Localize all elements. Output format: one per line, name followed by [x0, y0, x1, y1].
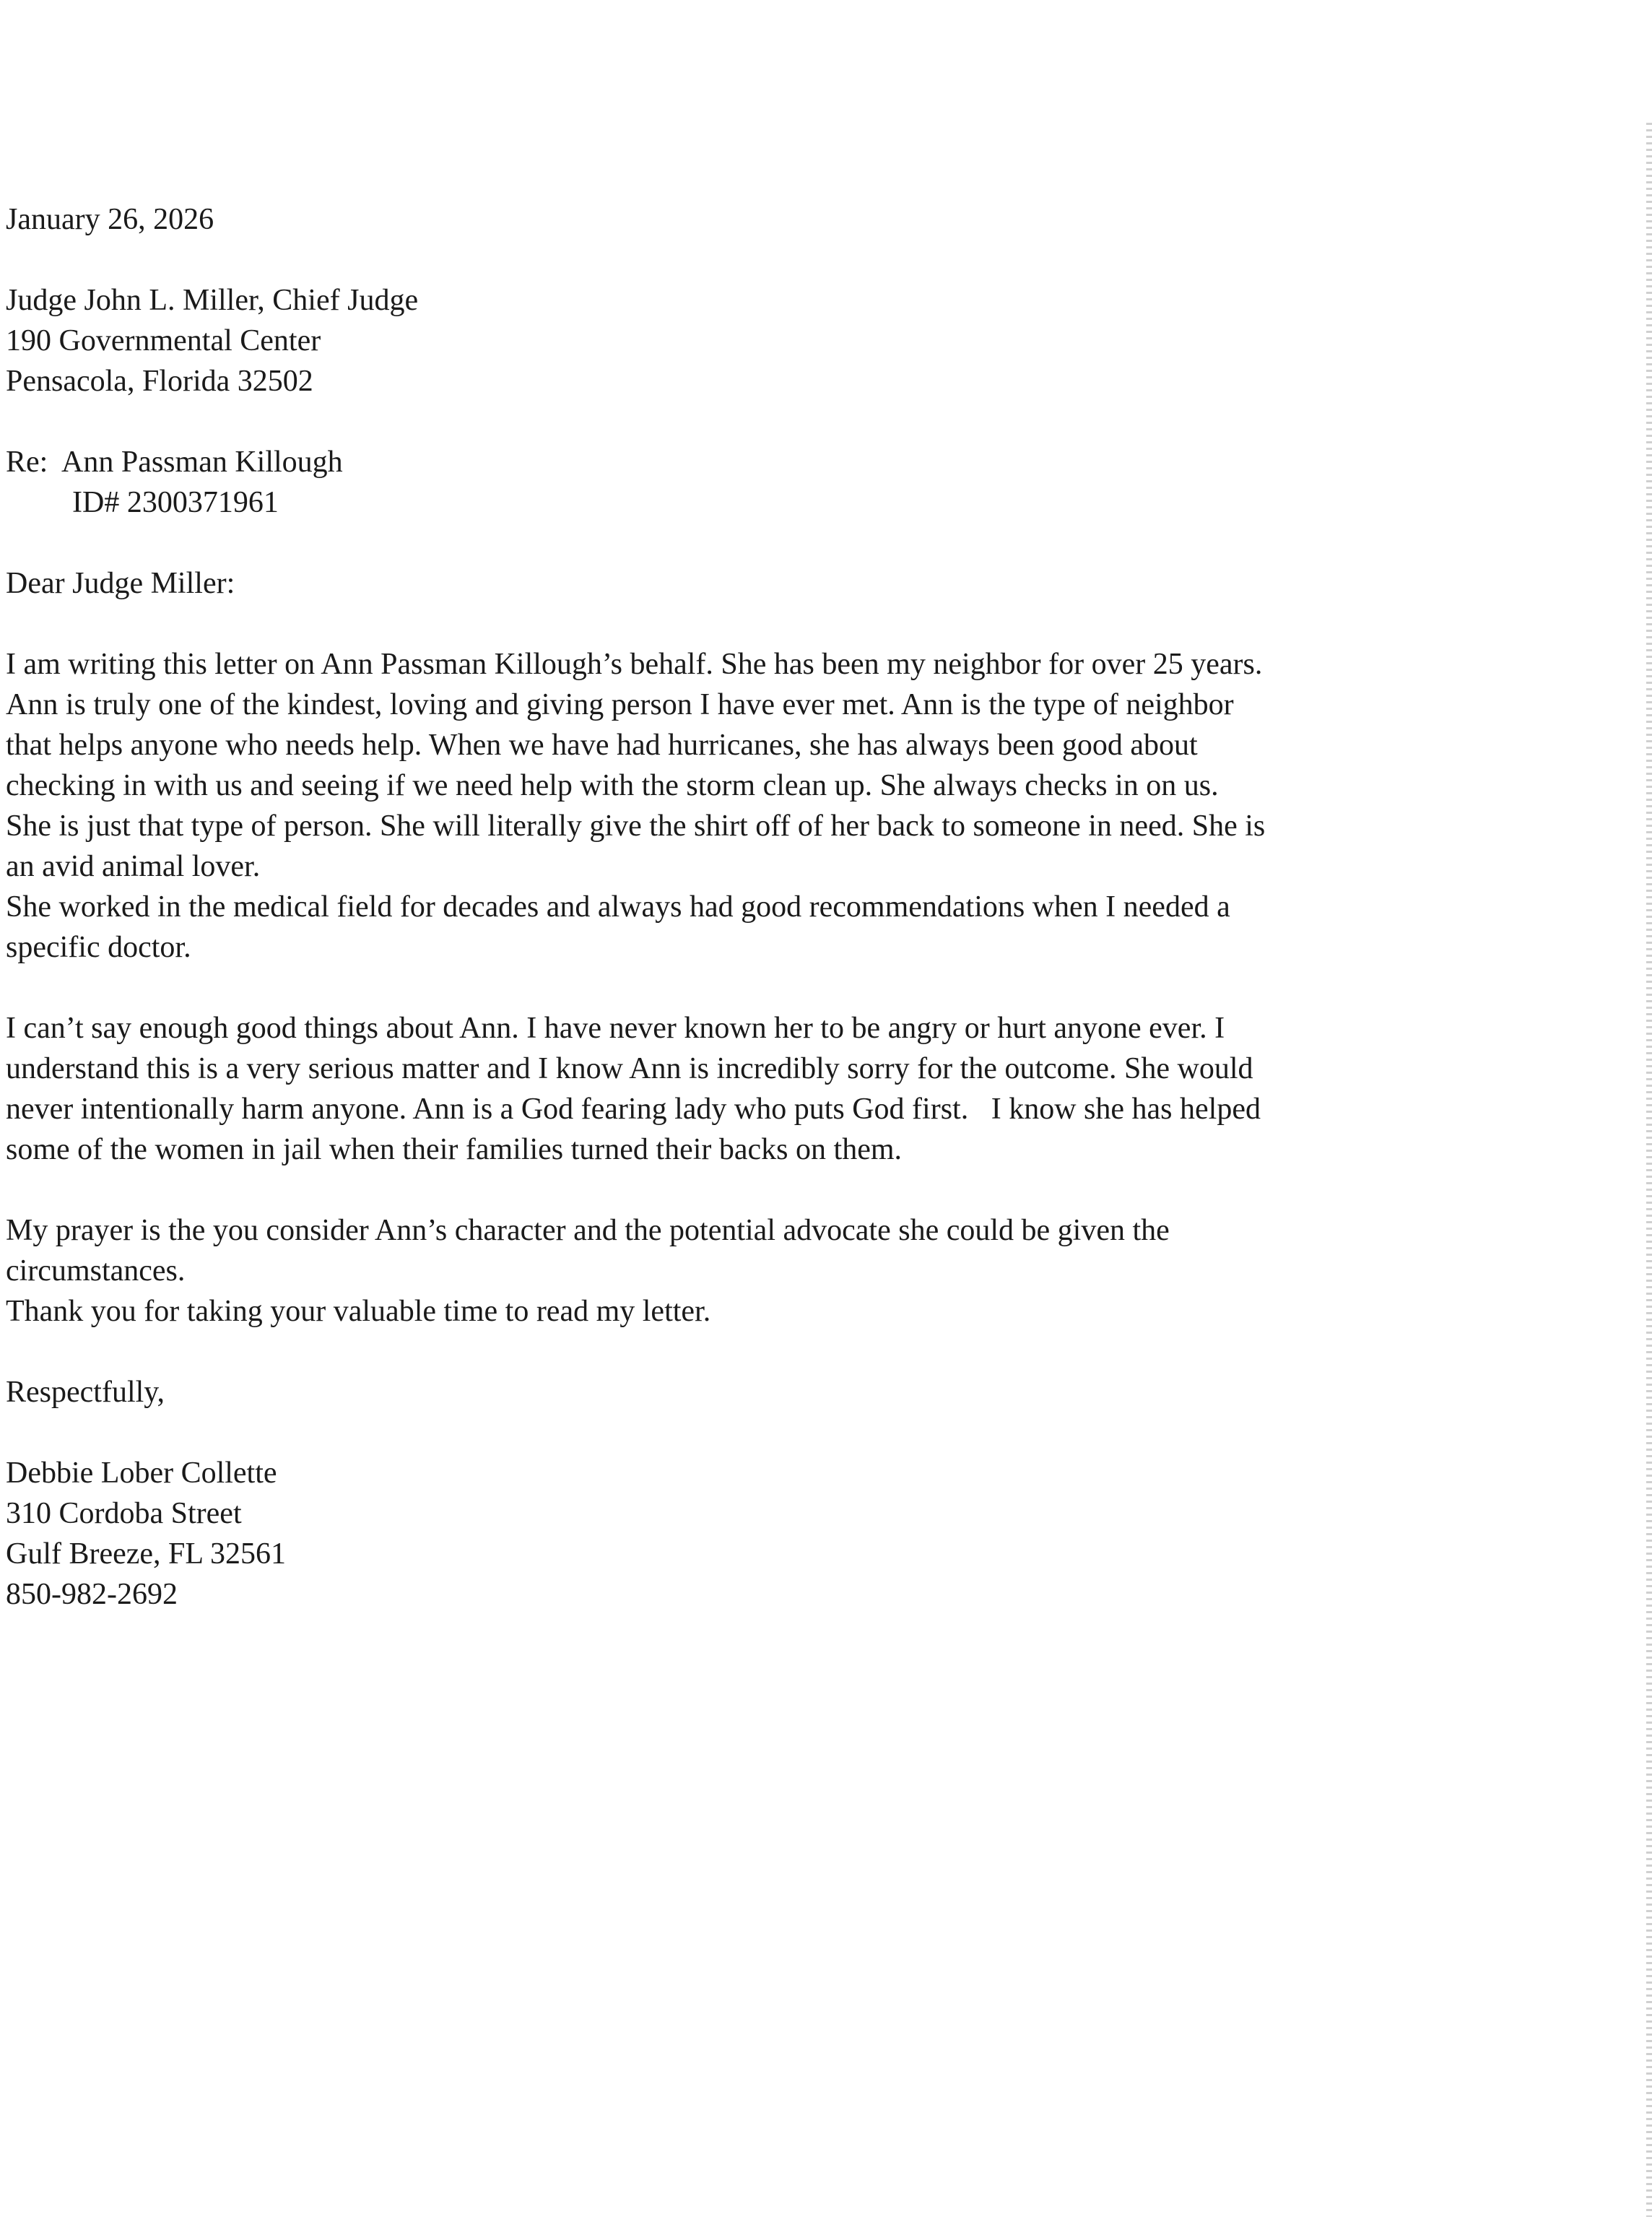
signature-street: 310 Cordoba Street — [6, 1497, 242, 1530]
paragraph-2-line: understand this is a very serious matter and I know Ann is incredibly sorry for the outcome. She would — [6, 1052, 1253, 1085]
paragraph-1-line: She is just that type of person. She will literally give the shirt off of her back to someone in need. She is — [6, 809, 1266, 843]
recipient-line-3: Pensacola, Florida 32502 — [6, 365, 313, 398]
spacer — [6, 968, 1479, 1008]
salutation: Dear Judge Miller: — [6, 567, 235, 600]
signature-city: Gulf Breeze, FL 32561 — [6, 1537, 287, 1571]
paragraph-3-line: Thank you for taking your valuable time to read my letter. — [6, 1295, 711, 1328]
signature-block — [6, 1453, 1479, 1615]
spacer — [6, 401, 1479, 442]
paragraph-1-line: Ann is truly one of the kindest, loving and giving person I have ever met. Ann is the type of neighbor — [6, 688, 1234, 721]
paragraph-1-line: an avid animal lover. — [6, 850, 261, 883]
closing: Respectfully, — [6, 1376, 165, 1409]
paragraph-2-line: I can’t say enough good things about Ann. I have never known her to be angry or hurt anyone ever. I — [6, 1012, 1225, 1045]
spacer — [6, 1412, 1479, 1453]
letter-date: January 26, 2026 — [6, 203, 214, 236]
scan-edge-artifact — [1646, 123, 1652, 2217]
signature-name: Debbie Lober Collette — [6, 1457, 277, 1490]
paragraph-3 — [6, 1210, 1479, 1332]
spacer — [6, 240, 1479, 280]
paragraph-1-line: specific doctor. — [6, 931, 191, 964]
re-line-2: ID# 2300371961 — [72, 486, 279, 519]
paragraph-1-line: I am writing this letter on Ann Passman Killough’s behalf. She has been my neighbor for over 25 years. — [6, 648, 1263, 681]
recipient-address — [6, 280, 1479, 401]
signature-phone: 850-982-2692 — [6, 1578, 178, 1611]
letter-body — [6, 199, 1479, 1615]
spacer — [6, 604, 1479, 644]
paragraph-1-line: that helps anyone who needs help. When we have had hurricanes, she has always been good about — [6, 729, 1198, 762]
recipient-line-1: Judge John L. Miller, Chief Judge — [6, 284, 419, 317]
paragraph-1 — [6, 644, 1479, 968]
spacer — [6, 1170, 1479, 1210]
paragraph-2 — [6, 1008, 1479, 1170]
paragraph-3-line: circumstances. — [6, 1254, 186, 1288]
spacer — [6, 523, 1479, 563]
paragraph-2-line: some of the women in jail when their families turned their backs on them. — [6, 1133, 903, 1166]
paragraph-2-line: never intentionally harm anyone. Ann is a God fearing lady who puts God first. I know she has helped — [6, 1093, 1261, 1126]
re-block — [6, 442, 1479, 523]
spacer — [6, 1332, 1479, 1372]
paragraph-1-line: She worked in the medical field for decades and always had good recommendations when I needed a — [6, 890, 1230, 924]
re-line-1: Re: Ann Passman Killough — [6, 446, 343, 479]
paragraph-3-line: My prayer is the you consider Ann’s character and the potential advocate she could be given the — [6, 1214, 1170, 1247]
recipient-line-2: 190 Governmental Center — [6, 324, 321, 357]
paragraph-1-line: checking in with us and seeing if we need help with the storm clean up. She always checks in on us. — [6, 769, 1219, 802]
